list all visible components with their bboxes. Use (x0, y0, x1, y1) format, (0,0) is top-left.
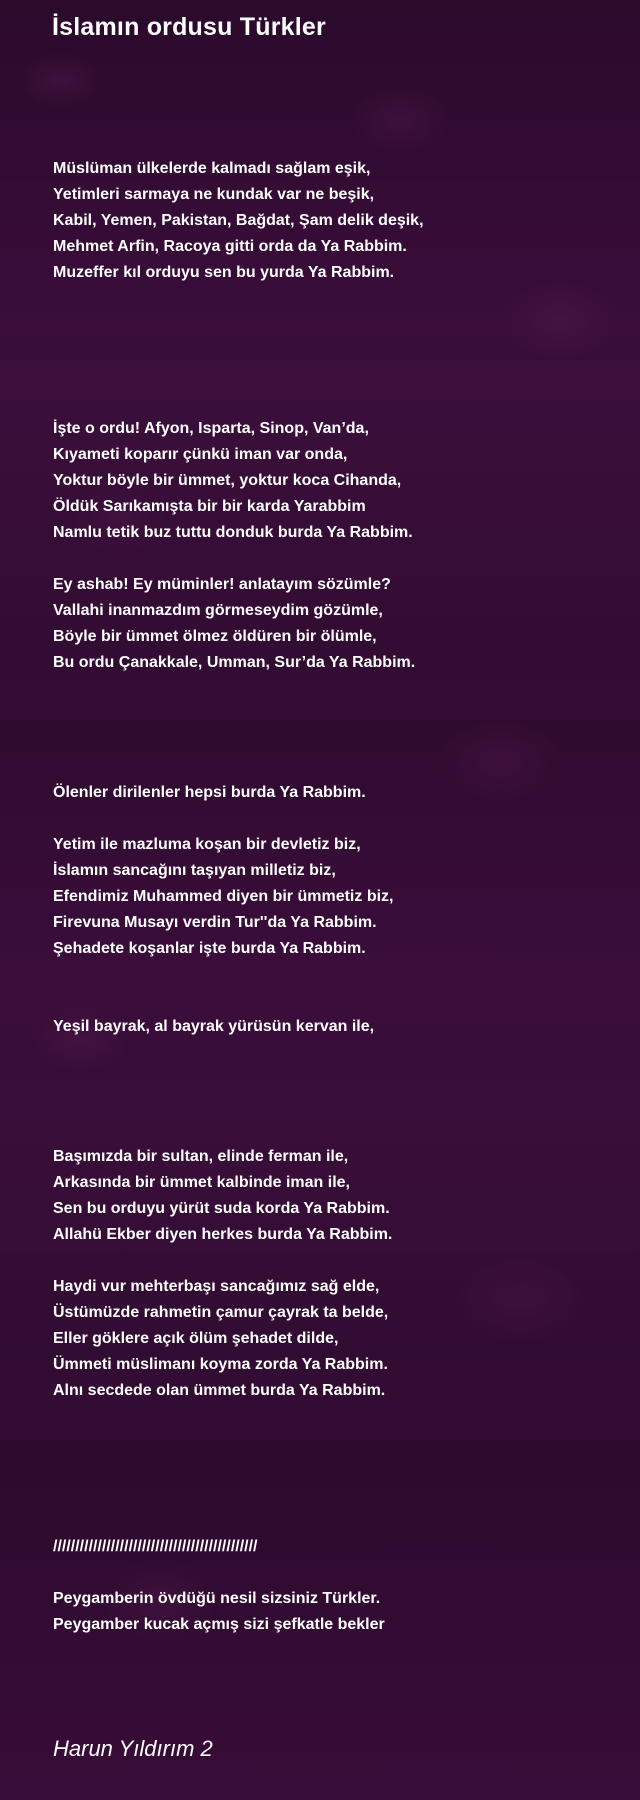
poem-line: Yeşil bayrak, al bayrak yürüsün kervan ile, (53, 1018, 375, 1035)
poem-line: Allahü Ekber diyen herkes burda Ya Rabbim. (53, 1226, 393, 1243)
stanza (53, 156, 613, 286)
poem-line: Alnı secdede olan ümmet burda Ya Rabbim. (53, 1382, 386, 1399)
poem-line: Başımızda bir sultan, elinde ferman ile, (53, 1148, 349, 1165)
poem-line: Sen bu orduyu yürüt suda korda Ya Rabbim. (53, 1200, 390, 1217)
poem-line: Namlu tetik buz tuttu donduk burda Ya Rabbim. (53, 524, 413, 541)
poem-line: Ey ashab! Ey müminler! anlatayım sözümle? (53, 576, 391, 593)
poem-line: Böyle bir ümmet ölmez öldüren bir ölümle, (53, 628, 377, 645)
author-name: Harun Yıldırım 2 (53, 1736, 213, 1761)
poem-line: Şehadete koşanlar işte burda Ya Rabbim. (53, 940, 366, 957)
stanza (53, 1586, 613, 1638)
poem-line: İşte o ordu! Afyon, Isparta, Sinop, Van’da, (53, 420, 369, 437)
divider-text: ////////////////////////////////////////////// (53, 1538, 258, 1555)
poem-line: Öldük Sarıkamışta bir bir karda Yarabbim (53, 498, 366, 515)
poem-title: İslamın ordusu Türkler (52, 13, 326, 41)
poem-line: Yetim ile mazluma koşan bir devletiz biz, (53, 836, 361, 853)
stanza (53, 572, 613, 676)
poem-line: Peygamber kucak açmış sizi şefkatle bekler (53, 1616, 385, 1633)
stanza (53, 1144, 613, 1248)
poem-line: Haydi vur mehterbaşı sancağımız sağ elde, (53, 1278, 380, 1295)
stanza (53, 1534, 613, 1560)
poem-body (53, 156, 613, 1638)
stanza (53, 780, 613, 806)
poem-line: Kıyameti koparır çünkü iman var onda, (53, 446, 348, 463)
poem-line: Müslüman ülkelerde kalmadı sağlam eşik, (53, 160, 371, 177)
stanza (53, 1274, 613, 1404)
poem-line: Üstümüzde rahmetin çamur çayrak ta belde, (53, 1304, 389, 1321)
stanza (53, 1014, 613, 1040)
poem-line: İslamın sancağını taşıyan milletiz biz, (53, 862, 336, 879)
poem-line: Ölenler dirilenler hepsi burda Ya Rabbim. (53, 784, 366, 801)
poem-line: Yetimleri sarmaya ne kundak var ne beşik, (53, 186, 375, 203)
poem-line: Muzeffer kıl orduyu sen bu yurda Ya Rabbim. (53, 264, 395, 281)
poem-line: Ümmeti müslimanı koyma zorda Ya Rabbim. (53, 1356, 388, 1373)
poem-line: Kabil, Yemen, Pakistan, Bağdat, Şam delik deşik, (53, 212, 424, 229)
poem-line: Firevuna Musayı verdin Tur''da Ya Rabbim. (53, 914, 377, 931)
poem-line: Arkasında bir ümmet kalbinde iman ile, (53, 1174, 350, 1191)
poem-line: Efendimiz Muhammed diyen bir ümmetiz biz, (53, 888, 394, 905)
stanza (53, 416, 613, 546)
poem-line: Mehmet Arfin, Racoya gitti orda da Ya Rabbim. (53, 238, 407, 255)
poem-line: Eller göklere açık ölüm şehadet dilde, (53, 1330, 339, 1347)
stanza (53, 832, 613, 962)
poem-line: Vallahi inanmazdım görmeseydim gözümle, (53, 602, 383, 619)
poem-line: Bu ordu Çanakkale, Umman, Sur’da Ya Rabbim. (53, 654, 416, 671)
poem-line: Peygamberin övdüğü nesil sizsiniz Türkler. (53, 1590, 381, 1607)
poem-line: Yoktur böyle bir ümmet, yoktur koca Cihanda, (53, 472, 402, 489)
